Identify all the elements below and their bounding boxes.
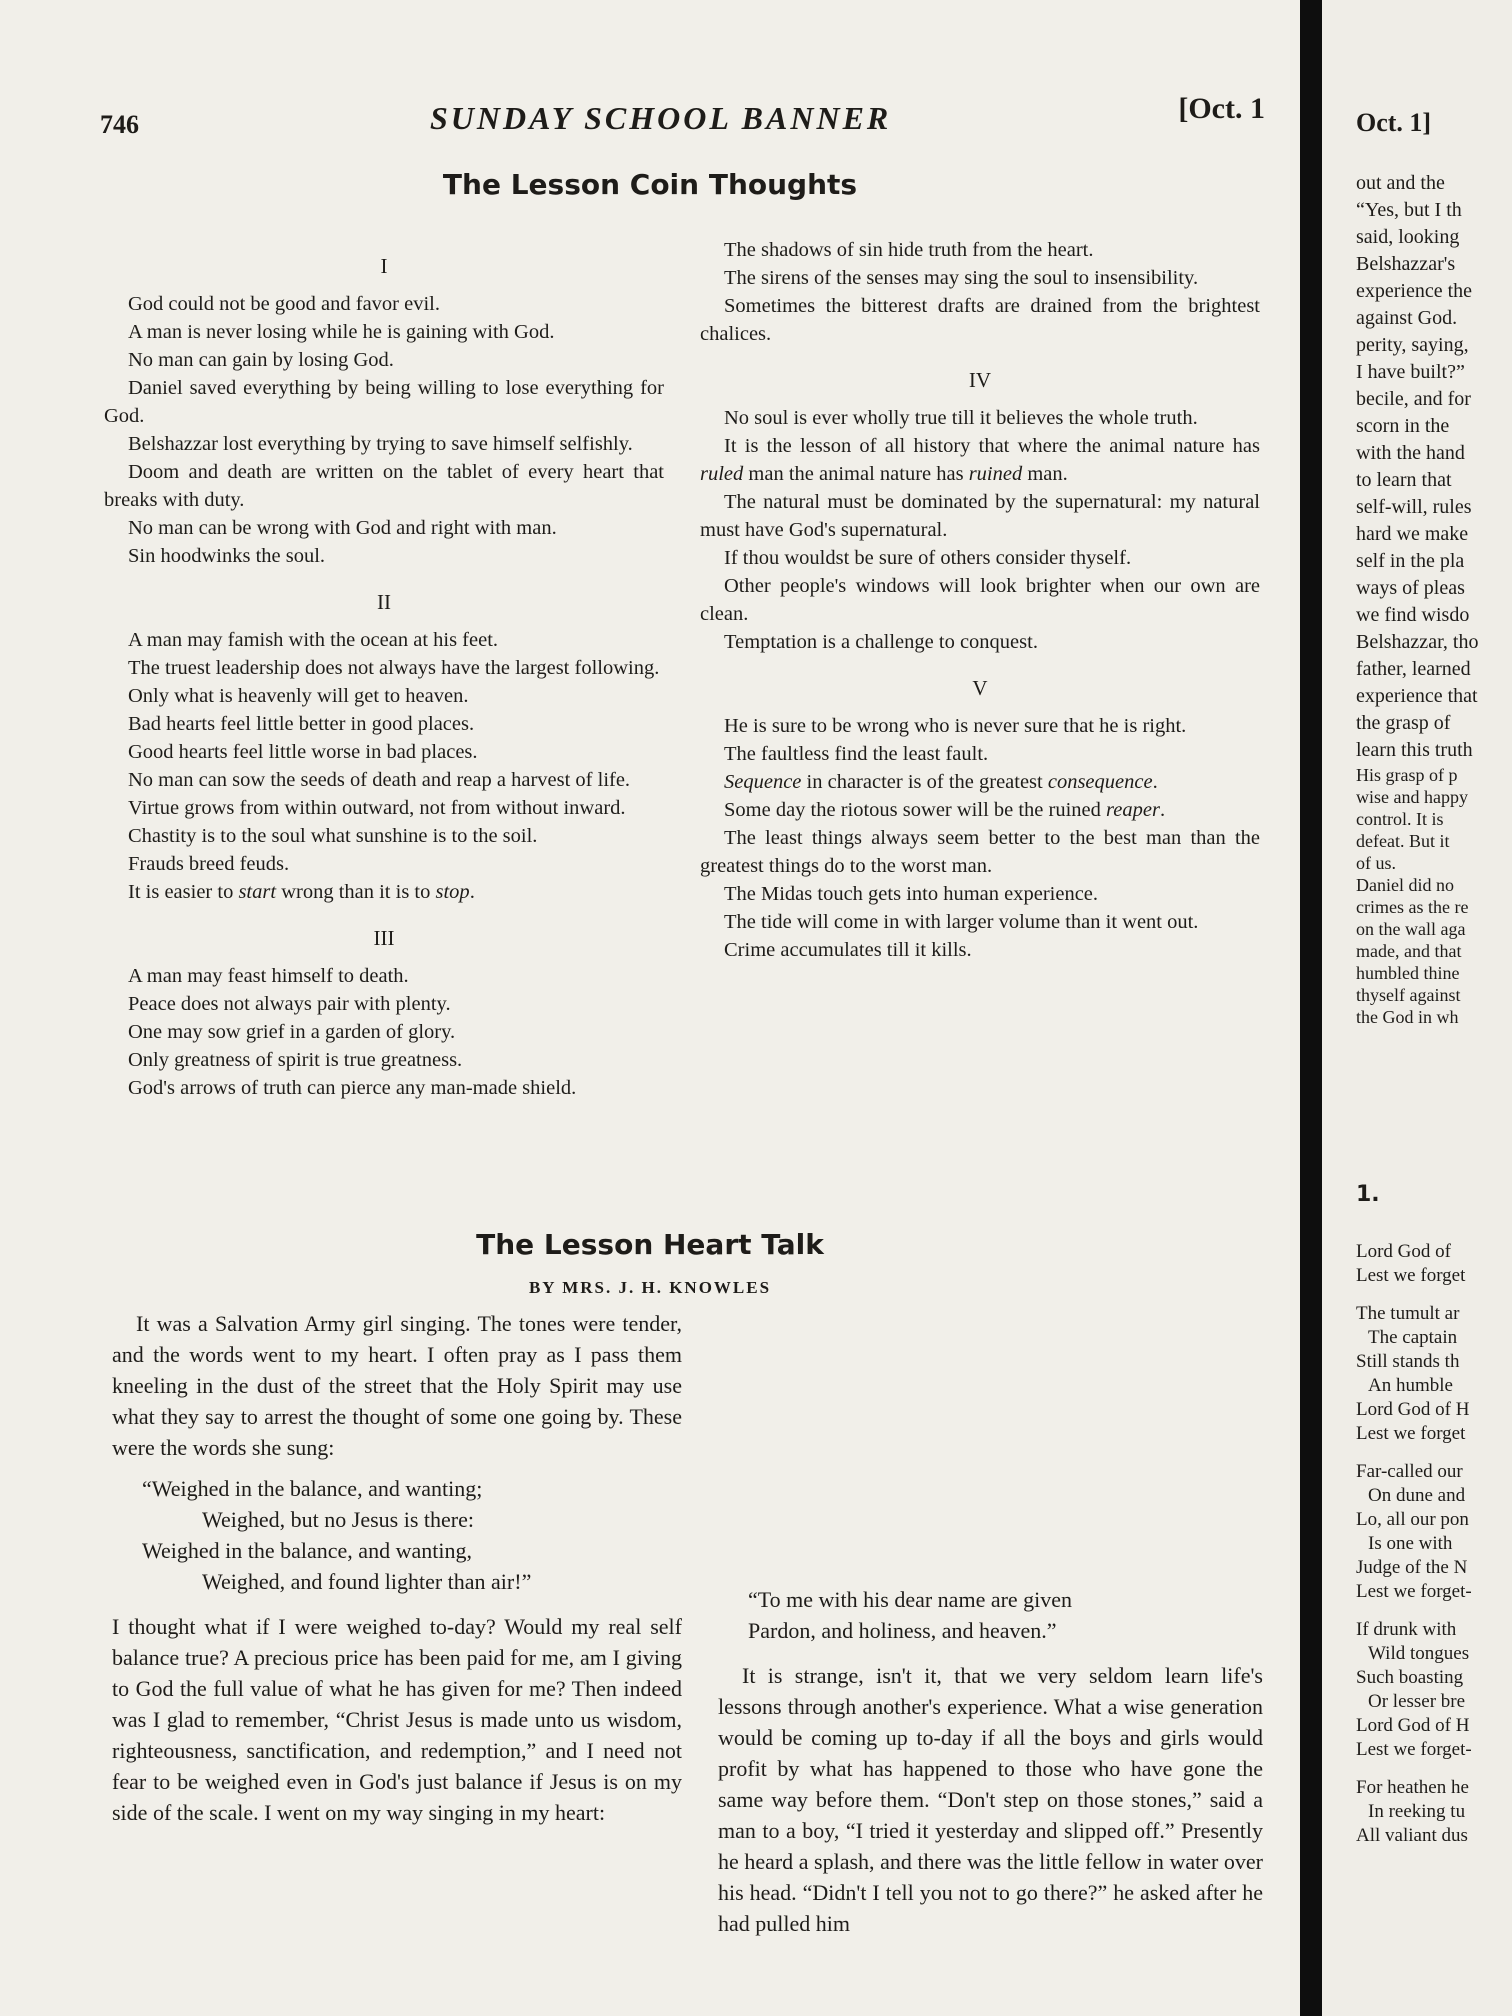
poem-line: Or lesser bre	[1368, 1691, 1466, 1712]
hymn-verse	[112, 1473, 682, 1597]
page-header	[100, 92, 1265, 142]
thought-line: God could not be good and favor evil.	[128, 293, 440, 315]
text-line: made, and that	[1356, 941, 1462, 961]
text-line: self-will, rules	[1356, 496, 1472, 518]
text-line: the grasp of	[1356, 712, 1451, 734]
poem-line: If drunk with	[1356, 1619, 1457, 1640]
thought-line: Sin hoodwinks the soul.	[128, 545, 326, 567]
thought-line: A man may feast himself to death.	[128, 965, 409, 987]
thought-line: Temptation is a challenge to conquest.	[724, 631, 1038, 653]
thought-line-emphasis: Some day the riotous sower will be the ruined reaper.	[724, 799, 1166, 821]
thought-line: The truest leadership does not always have the largest following.	[128, 657, 660, 679]
thought-line: He is sure to be wrong who is never sure that he is right.	[724, 715, 1187, 737]
poem-line: Lest we forget	[1356, 1423, 1466, 1444]
verse-line: Weighed, and found lighter than air!”	[202, 1569, 532, 1594]
byline: BY MRS. J. H. KNOWLES	[528, 1278, 772, 1297]
thought-line: Sometimes the bitterest drafts are drained from the brightest chalices.	[700, 295, 1260, 345]
right-page	[1322, 0, 1512, 2016]
thought-line: The faultless find the least fault.	[724, 743, 989, 765]
text-line: crimes as the re	[1356, 897, 1469, 917]
poem-line: Judge of the N	[1356, 1557, 1468, 1578]
thought-line: The natural must be dominated by the supernatural: my natural must have God's supernatural.	[700, 491, 1260, 541]
poem-line: Lest we forget-	[1356, 1739, 1472, 1760]
text-line: I have built?”	[1356, 361, 1465, 383]
thought-line: A man may famish with the ocean at his feet.	[128, 629, 499, 651]
poem-number: 1.	[1356, 1182, 1380, 1207]
text-line: said, looking	[1356, 226, 1460, 248]
thought-line: No soul is ever wholly true till it believes the whole truth.	[724, 407, 1198, 429]
thought-line: Peace does not always pair with plenty.	[128, 993, 451, 1015]
poem-line: Lord God of	[1356, 1241, 1451, 1262]
thought-line: No man can gain by losing God.	[128, 349, 394, 371]
poem-line: Lo, all our pon	[1356, 1509, 1469, 1530]
heart-talk-paragraph: I thought what if I were weighed to-day? Would my real self balance true? A precious price has been paid for me, am I giving to God the full value of what he has given for me? Then indeed was I glad to remember, “Christ Jesus is made unto us wisdom, righteousness, sanctification, and redemption,” and I need not fear to be weighed even in God's just balance if Jesus is on my side of the scale. I went on my way singing in my heart:	[112, 1614, 682, 1825]
thought-line: The least things always seem better to the best man than the greatest things do to the worst man.	[700, 827, 1260, 877]
right-page-column	[1356, 170, 1478, 1028]
issue-date: [Oct. 1	[1178, 92, 1265, 125]
poem-line: The captain	[1368, 1327, 1458, 1348]
poem-line: In reeking tu	[1368, 1801, 1466, 1822]
text-line: becile, and for	[1356, 388, 1471, 410]
section-3-continued	[700, 236, 1260, 348]
thought-line: Only what is heavenly will get to heaven.	[128, 685, 469, 707]
thought-line: Chastity is to the soul what sunshine is to the soil.	[128, 825, 538, 847]
coin-thoughts-left-column	[104, 252, 664, 1102]
heart-talk-paragraph: It was a Salvation Army girl singing. The tones were tender, and the words went to my heart. I often pray as I pass them kneeling in the dust of the street that the Holy Spirit may use what they say to arrest the thought of some one going by. These were the words she sung:	[112, 1311, 682, 1460]
thought-line: The sirens of the senses may sing the soul to insensibility.	[724, 267, 1199, 289]
right-page-header: Oct. 1]	[1356, 108, 1432, 137]
thought-line: If thou wouldst be sure of others consider thyself.	[724, 547, 1132, 569]
text-line: Belshazzar's	[1356, 253, 1456, 275]
poem-line: Is one with	[1368, 1533, 1453, 1554]
thought-line-emphasis: It is easier to start wrong than it is to stop.	[128, 881, 475, 903]
text-line: hard we make	[1356, 523, 1469, 545]
text-line: to learn that	[1356, 469, 1452, 491]
thought-line: One may sow grief in a garden of glory.	[128, 1021, 456, 1043]
thought-line: Frauds breed feuds.	[128, 853, 290, 875]
thought-line: Good hearts feel little worse in bad places.	[128, 741, 478, 763]
text-line: out and the	[1356, 172, 1445, 194]
text-line: wise and happy	[1356, 787, 1468, 807]
thought-line: Crime accumulates till it kills.	[724, 939, 972, 961]
text-line: humbled thine	[1356, 963, 1460, 983]
text-line: we find wisdo	[1356, 604, 1470, 626]
text-line: scorn in the	[1356, 415, 1450, 437]
poem-line: Lord God of H	[1356, 1399, 1470, 1420]
text-line: His grasp of p	[1356, 765, 1458, 785]
poem-line: On dune and	[1368, 1485, 1466, 1506]
verse-line: “To me with his dear name are given	[748, 1587, 1073, 1612]
poem-line: Lord God of H	[1356, 1715, 1470, 1736]
verse-line: Pardon, and holiness, and heaven.”	[748, 1618, 1057, 1643]
section-3	[104, 962, 664, 1102]
verse-line: Weighed in the balance, and wanting,	[142, 1538, 472, 1563]
section-5	[700, 712, 1260, 964]
thought-line-emphasis: Sequence in character is of the greatest consequence.	[724, 771, 1158, 793]
text-line: the God in wh	[1356, 1007, 1459, 1027]
coin-thoughts-right-column	[700, 236, 1260, 964]
text-line: learn this truth	[1356, 739, 1473, 761]
text-line: thyself against	[1356, 985, 1461, 1005]
page-number: 746	[100, 110, 139, 139]
section-numeral: V	[972, 676, 988, 700]
section-2	[104, 626, 664, 906]
thought-line: Only greatness of spirit is true greatness.	[128, 1049, 463, 1071]
thought-line: No man can be wrong with God and right with man.	[128, 517, 557, 539]
thought-line: The shadows of sin hide truth from the heart.	[724, 239, 1094, 261]
section-numeral: III	[373, 926, 395, 950]
thought-line: No man can sow the seeds of death and reap a harvest of life.	[128, 769, 631, 791]
heart-talk-left-column	[112, 1308, 682, 1834]
poem-line: Wild tongues	[1368, 1643, 1470, 1664]
text-line: with the hand	[1356, 442, 1465, 464]
text-line: defeat. But it	[1356, 831, 1450, 851]
section-numeral: IV	[968, 368, 992, 392]
text-line: on the wall aga	[1356, 919, 1466, 939]
thought-line: The Midas touch gets into human experience.	[724, 883, 1099, 905]
thought-line: The tide will come in with larger volume than it went out.	[724, 911, 1199, 933]
poem-line: Still stands th	[1356, 1351, 1460, 1372]
thought-line: Daniel saved everything by being willing to lose everything for God.	[104, 377, 664, 427]
heart-talk-title: The Lesson Heart Talk	[476, 1228, 824, 1261]
poem-line: Lest we forget-	[1356, 1581, 1472, 1602]
section-4	[700, 404, 1260, 656]
poem-fragment	[1356, 1240, 1472, 1848]
thought-line: Bad hearts feel little better in good places.	[128, 713, 475, 735]
thought-line: God's arrows of truth can pierce any man-made shield.	[128, 1077, 577, 1099]
poem-line: For heathen he	[1356, 1777, 1469, 1798]
poem-line: Such boasting	[1356, 1667, 1464, 1688]
poem-line: Far-called our	[1356, 1461, 1463, 1482]
verse-line: “Weighed in the balance, and wanting;	[142, 1476, 483, 1501]
poem-line: An humble	[1368, 1375, 1453, 1396]
section-numeral: II	[377, 590, 391, 614]
hymn-verse	[718, 1584, 1263, 1646]
text-line: perity, saying,	[1356, 334, 1469, 356]
text-line: control. It is	[1356, 809, 1444, 829]
heart-talk-right-column-lower	[718, 1574, 1263, 1945]
text-line: experience that	[1356, 685, 1478, 707]
text-line: “Yes, but I th	[1356, 199, 1462, 221]
poem-line: The tumult ar	[1356, 1303, 1460, 1324]
page-gutter	[1300, 0, 1322, 2016]
section-1	[104, 290, 664, 570]
section-numeral: I	[380, 254, 388, 278]
thought-line: A man is never losing while he is gaining with God.	[128, 321, 555, 343]
poem-line: Lest we forget	[1356, 1265, 1466, 1286]
text-line: Daniel did no	[1356, 875, 1454, 895]
text-line: of us.	[1356, 853, 1396, 873]
text-line: father, learned	[1356, 658, 1471, 680]
poem-line: All valiant dus	[1356, 1825, 1468, 1846]
text-line: Belshazzar, tho	[1356, 631, 1479, 653]
thought-line: Doom and death are written on the tablet of every heart that breaks with duty.	[104, 461, 664, 511]
text-line: experience the	[1356, 280, 1473, 302]
text-line: against God.	[1356, 307, 1458, 329]
heart-talk-paragraph: It is strange, isn't it, that we very seldom learn life's lessons through another's experience. What a wise generation would be coming up to-day if all the boys and girls would profit by what has happened to those who have gone the same way before them. “Don't step on those stones,” said a man to a boy, “I tried it yesterday and slipped off.” Presently he heard a splash, and there was the little fellow in water over his head. “Didn't I tell you not to go there?” he asked after he had pulled him	[718, 1663, 1263, 1936]
running-title: SUNDAY SCHOOL BANNER	[430, 100, 892, 136]
text-line: ways of pleas	[1356, 577, 1465, 599]
verse-line: Weighed, but no Jesus is there:	[202, 1507, 474, 1532]
thought-line: Belshazzar lost everything by trying to save himself selfishly.	[128, 433, 633, 455]
thought-line: Virtue grows from within outward, not from without inward.	[128, 797, 626, 819]
coin-thoughts-title: The Lesson Coin Thoughts	[442, 168, 858, 201]
thought-line: Other people's windows will look brighter when our own are clean.	[700, 575, 1260, 625]
text-line: self in the pla	[1356, 550, 1465, 572]
thought-line-emphasis: It is the lesson of all history that where the animal nature has ruled man the animal nature has ruined man.	[700, 435, 1260, 485]
